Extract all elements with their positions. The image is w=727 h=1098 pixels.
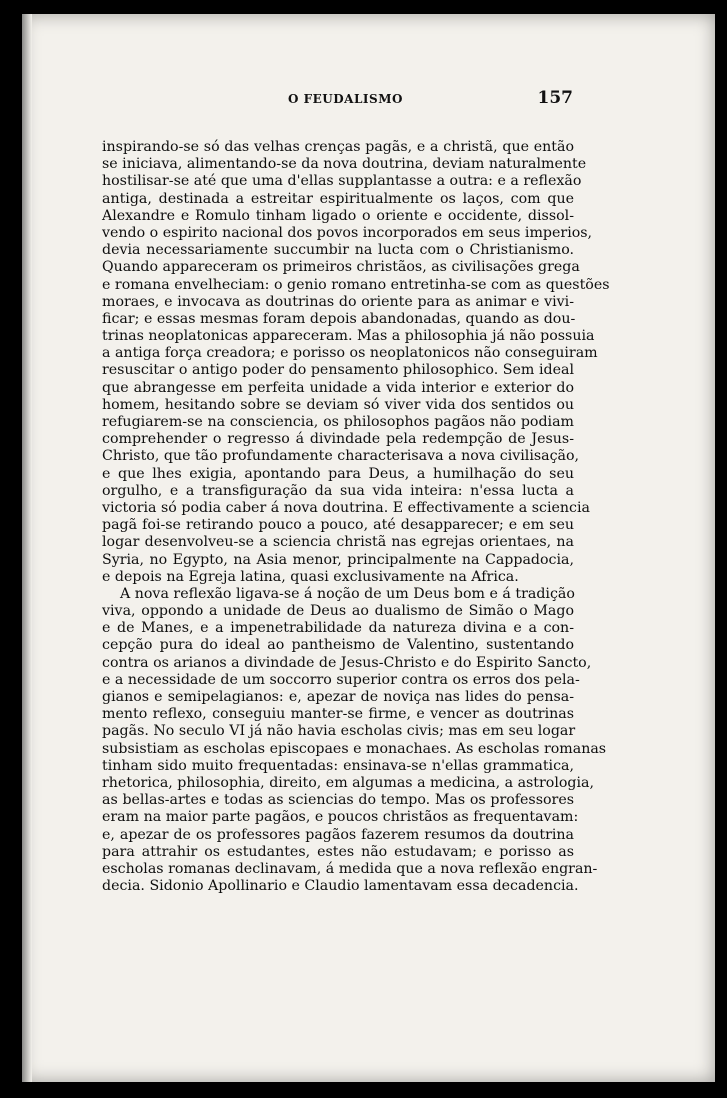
- page-header: [102, 90, 573, 110]
- text-line: eram na maior parte pagãos, e poucos christãos as frequentavam:: [102, 809, 579, 826]
- text-line: Christo, que tão profundamente characterisava a nova civilisação,: [102, 448, 580, 465]
- text-line: e a necessidade de um soccorro superior contra os erros dos pela-: [102, 671, 580, 688]
- book-page: [22, 14, 715, 1082]
- text-line: trinas neoplatonicas appareceram. Mas a philosophia já não possuia: [102, 328, 595, 345]
- text-line: gianos e semipelagianos: e, apezar de noviça nas lides do pensa-: [102, 689, 574, 705]
- text-line: decia. Sidonio Apollinario e Claudio lamentavam essa decadencia.: [102, 878, 579, 895]
- text-line: tinham sido muito frequentadas: ensinava-se n'ellas grammatica,: [102, 757, 574, 774]
- text-line: e romana envelheciam: o genio romano entretinha-se com as questões: [102, 276, 610, 293]
- text-line: e de Manes, e a impenetrabilidade da natureza divina e a con-: [102, 620, 574, 637]
- text-line: pagãs. No seculo VI já não havia escholas civis; mas em seu logar: [102, 723, 576, 740]
- text-line: antiga, destinada a estreitar espiritualmente os laços, com que: [102, 190, 574, 207]
- running-title: O FEUDALISMO: [288, 92, 403, 106]
- text-line: escholas romanas declinavam, á medida que a nova reflexão engran-: [102, 860, 598, 877]
- text-line: as bellas-artes e todas as sciencias do tempo. Mas os professores: [102, 792, 574, 809]
- text-line: rhetorica, philosophia, direito, em algumas a medicina, a astrologia,: [102, 774, 595, 791]
- text-line: mento reflexo, conseguiu manter-se firme, e vencer as doutrinas: [102, 706, 574, 723]
- text-line: resuscitar o antigo poder do pensamento philosophico. Sem ideal: [102, 362, 574, 379]
- body-text: [102, 139, 610, 895]
- text-line: se iniciava, alimentando-se da nova doutrina, deviam naturalmente: [102, 156, 587, 173]
- text-line: viva, oppondo a unidade de Deus ao dualismo de Simão o Mago: [102, 603, 574, 620]
- text-line: victoria só podia caber á nova doutrina. E effectivamente a sciencia: [102, 499, 590, 516]
- text-line: homem, hesitando sobre se deviam só viver vida dos sentidos ou: [102, 396, 574, 413]
- text-line: e que lhes exigia, apontando para Deus, a humilhação do seu: [102, 465, 574, 482]
- text-line: para attrahir os estudantes, estes não estudavam; e porisso as: [102, 843, 574, 860]
- text-line: inspirando-se só das velhas crenças pagãs, e a christã, que então: [102, 139, 574, 155]
- text-line: e depois na Egreja latina, quasi exclusivamente na Africa.: [102, 568, 519, 585]
- text-line: Quando appareceram os primeiros christãos, as civilisações grega: [102, 259, 580, 276]
- text-line: Alexandre e Romulo tinham ligado o oriente e occidente, dissol-: [102, 207, 574, 224]
- text-line: moraes, e invocava as doutrinas do oriente para as animar e vivi-: [102, 293, 574, 310]
- text-line: refugiarem-se na consciencia, os philosophos pagãos não podiam: [102, 414, 574, 430]
- text-line: orgulho, e a transfiguração da sua vida inteira: n'essa lucta a: [102, 482, 574, 499]
- text-line: devia necessariamente succumbir na lucta com o Christianismo.: [102, 242, 574, 259]
- text-line: cepção pura do ideal ao pantheismo de Valentino, sustentando: [102, 637, 574, 654]
- text-line: a antiga força creadora; e porisso os neoplatonicos não conseguiram: [102, 345, 598, 362]
- text-line: contra os arianos a divindade de Jesus-Christo e do Espirito Sancto,: [102, 654, 592, 671]
- text-line: comprehender o regresso á divindade pela redempção de Jesus-: [102, 431, 574, 448]
- text-line: logar desenvolveu-se a sciencia christã nas egrejas orientaes, na: [102, 534, 574, 551]
- text-line-paragraph-start: A nova reflexão ligava-se á noção de um Deus bom e á tradição: [120, 585, 575, 602]
- page-number: 157: [537, 88, 573, 108]
- text-line: e, apezar de os professores pagãos fazerem resumos da doutrina: [102, 826, 574, 843]
- page-edge-shadow: [22, 14, 32, 1082]
- text-line: Syria, no Egypto, na Asia menor, principalmente na Cappadocia,: [102, 551, 574, 568]
- text-line: vendo o espirito nacional dos povos incorporados em seus imperios,: [102, 224, 593, 241]
- text-line: hostilisar-se até que uma d'ellas supplantasse a outra: e a reflexão: [102, 173, 582, 190]
- text-line: subsistiam as escholas episcopaes e monachaes. As escholas romanas: [102, 740, 607, 757]
- text-line: ficar; e essas mesmas foram depois abandonadas, quando as dou-: [102, 310, 576, 327]
- text-line: pagã foi-se retirando pouco a pouco, até desapparecer; e em seu: [102, 517, 574, 534]
- text-line: que abrangesse em perfeita unidade a vida interior e exterior do: [102, 379, 574, 396]
